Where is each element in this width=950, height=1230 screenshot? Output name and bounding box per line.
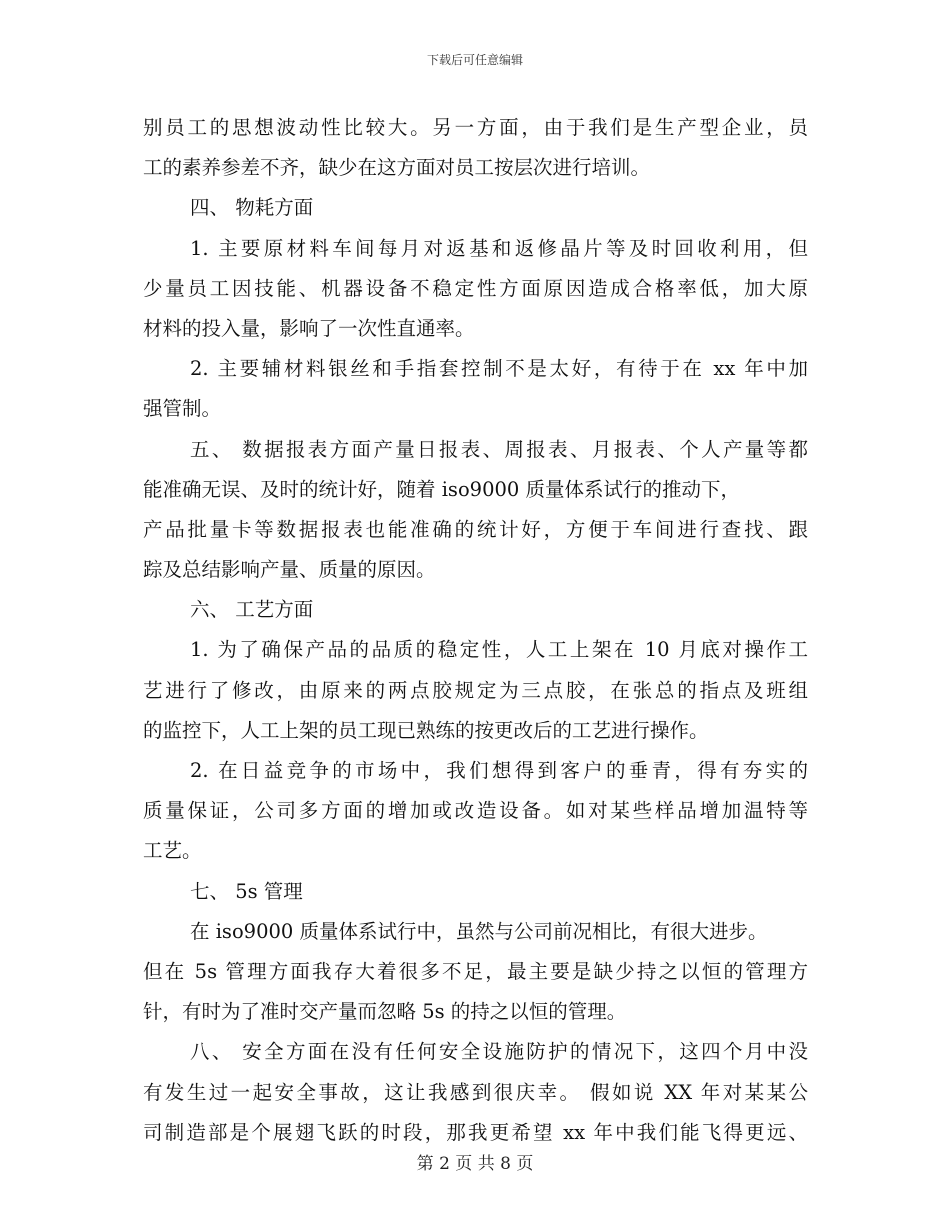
section-heading: 四、 物耗方面: [190, 196, 314, 220]
section-heading: 六、 工艺方面: [190, 598, 314, 622]
section-heading: 七、 5s 管理: [190, 879, 303, 903]
text-line: 质量保证，公司多方面的增加或改造设备。如对某些样品增加温特等: [143, 799, 808, 823]
page-header: [0, 52, 950, 68]
text-line: 少量员工因技能、机器设备不稳定性方面原因造成合格率低，加大原: [143, 276, 808, 300]
text-line: 八、 安全方面在没有任何安全设施防护的情况下，这四个月中没: [190, 1040, 808, 1064]
text-line: 能准确无误、及时的统计好，随着 iso9000 质量体系试行的推动下，: [143, 477, 741, 501]
page-footer: [0, 1153, 950, 1175]
text-line: 踪及总结影响产量、质量的原因。: [143, 558, 436, 582]
text-line: 的监控下，人工上架的员工现已熟练的按更改后的工艺进行操作。: [143, 718, 709, 742]
text-line: 1. 主要原材料车间每月对返基和返修晶片等及时回收利用，但: [190, 236, 808, 260]
page-number: 第 2 页 共 8 页: [416, 1154, 534, 1174]
text-line: 2. 主要辅材料银丝和手指套控制不是太好，有待于在 xx 年中加: [190, 357, 808, 381]
text-line: 产品批量卡等数据报表也能准确的统计好，方便于车间进行查找、跟: [143, 517, 808, 541]
text-line: 五、 数据报表方面产量日报表、周报表、月报表、个人产量等都: [190, 437, 808, 461]
text-line: 材料的投入量，影响了一次性直通率。: [143, 316, 475, 340]
text-line: 艺进行了修改，由原来的两点胶规定为三点胶，在张总的指点及班组: [143, 678, 808, 702]
text-line: 针，有时为了准时交产量而忽略 5s 的持之以恒的管理。: [143, 1000, 627, 1024]
text-line: 但在 5s 管理方面我存大着很多不足，最主要是缺少持之以恒的管理方: [143, 959, 808, 983]
text-line: 在 iso9000 质量体系试行中，虽然与公司前况相比，有很大进步。: [190, 919, 768, 943]
text-line: 2. 在日益竞争的市场中，我们想得到客户的垂青，得有夯实的: [190, 759, 808, 782]
text-line: 有发生过一起安全事故，这让我感到很庆幸。 假如说 XX 年对某某公: [143, 1080, 808, 1104]
header-note: 下载后可任意编辑: [426, 53, 523, 67]
text-line: 1. 为了确保产品的品质的稳定性，人工上架在 10 月底对操作工: [190, 638, 808, 662]
text-line: 强管制。: [143, 397, 222, 421]
text-line: 工的素养参差不齐，缺少在这方面对员工按层次进行培训。: [143, 156, 651, 180]
text-line: 工艺。: [143, 839, 202, 863]
text-line: 别员工的思想波动性比较大。另一方面，由于我们是生产型企业，员: [143, 116, 808, 139]
text-line: 司制造部是个展翅飞跃的时段，那我更希望 xx 年中我们能飞得更远、: [143, 1120, 808, 1144]
document-body: [143, 108, 808, 1153]
